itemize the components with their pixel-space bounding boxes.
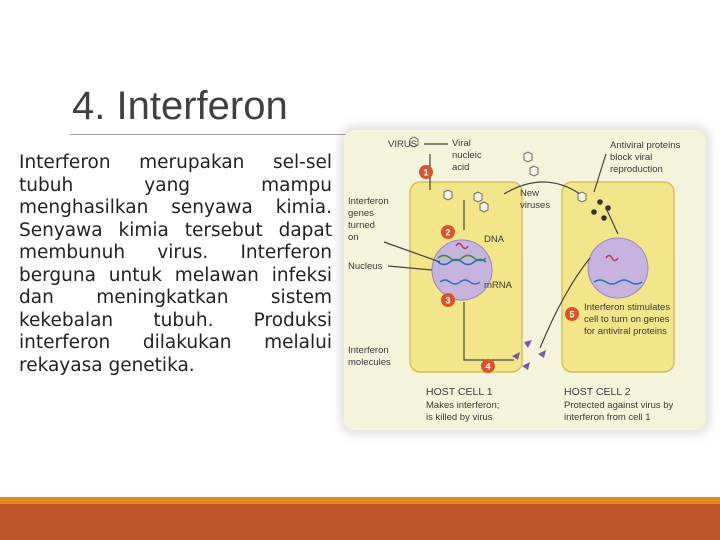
virus-icon bbox=[524, 152, 532, 162]
nucleus-cell-1 bbox=[432, 240, 492, 300]
step-5-number: 5 bbox=[569, 309, 575, 320]
label-viral-1: Viral bbox=[452, 138, 471, 149]
label-genes-2: genes bbox=[348, 208, 374, 219]
virus-icon bbox=[530, 166, 538, 176]
label-host-cell-2: HOST CELL 2 bbox=[564, 386, 631, 398]
diagram-canvas bbox=[344, 130, 706, 430]
step-1-number: 1 bbox=[423, 167, 429, 178]
label-viral-2: nucleic bbox=[452, 150, 482, 161]
label-genes-4: on bbox=[348, 232, 359, 243]
label-molecules-1: Interferon bbox=[348, 345, 389, 356]
virus-icon bbox=[578, 192, 586, 202]
label-host1-desc-2: is killed by virus bbox=[426, 412, 493, 423]
label-new-viruses-1: New bbox=[520, 188, 540, 199]
antiviral-protein-icon bbox=[591, 209, 597, 215]
antiviral-protein-icon bbox=[597, 199, 603, 205]
slide-paragraph: Interferon merupakan sel-sel tubuh yang mampu menghasilkan senyawa kimia. Senyawa kimia tersebut dapat membunuh virus. Interferon berguna untuk melawan infeksi dan meningkatkan sistem kekebalan tubuh. Produksi interferon dilakukan melalui rekayasa genetika. bbox=[19, 152, 332, 376]
label-antiviral-2: block viral bbox=[610, 152, 653, 163]
nucleus-cell-2 bbox=[588, 238, 648, 298]
label-host-cell-1: HOST CELL 1 bbox=[426, 386, 493, 398]
label-molecules-2: molecules bbox=[348, 357, 391, 368]
label-host1-desc-1: Makes interferon; bbox=[426, 400, 500, 411]
footer-band bbox=[0, 504, 720, 540]
label-new-viruses-2: viruses bbox=[520, 200, 551, 211]
label-host2-desc-2: interferon from cell 1 bbox=[564, 412, 651, 423]
label-nucleus: Nucleus bbox=[348, 261, 383, 272]
label-viral-3: acid bbox=[452, 162, 470, 173]
virus-icon bbox=[474, 192, 482, 202]
interferon-molecule-icon bbox=[522, 362, 530, 370]
label-genes-3: turned bbox=[348, 220, 375, 231]
step-2-number: 2 bbox=[445, 227, 451, 238]
label-dna: DNA bbox=[484, 234, 505, 245]
interferon-molecule-icon bbox=[524, 340, 532, 348]
label-antiviral-1: Antiviral proteins bbox=[610, 140, 681, 151]
label-host2-desc-1: Protected against virus by bbox=[564, 400, 674, 411]
label-stimulates-1: Interferon stimulates bbox=[584, 302, 671, 313]
step-3-number: 3 bbox=[445, 295, 451, 306]
label-antiviral-3: reproduction bbox=[610, 164, 663, 175]
interferon-diagram bbox=[344, 130, 706, 430]
label-mrna: mRNA bbox=[484, 280, 512, 291]
step-4-number: 4 bbox=[485, 361, 491, 372]
virus-icon bbox=[480, 202, 488, 212]
footer-accent-bar bbox=[0, 497, 720, 504]
label-stimulates-2: cell to turn on genes bbox=[584, 314, 670, 325]
label-virus: VIRUS bbox=[388, 139, 418, 150]
interferon-molecule-icon bbox=[538, 350, 546, 358]
antiviral-protein-icon bbox=[601, 215, 607, 221]
virus-icon bbox=[444, 190, 452, 200]
slide-title: 4. Interferon bbox=[72, 84, 288, 128]
label-stimulates-3: for antiviral proteins bbox=[584, 326, 667, 337]
antiviral-protein-icon bbox=[605, 205, 611, 211]
label-genes-1: Interferon bbox=[348, 196, 389, 207]
title-divider bbox=[70, 134, 390, 135]
